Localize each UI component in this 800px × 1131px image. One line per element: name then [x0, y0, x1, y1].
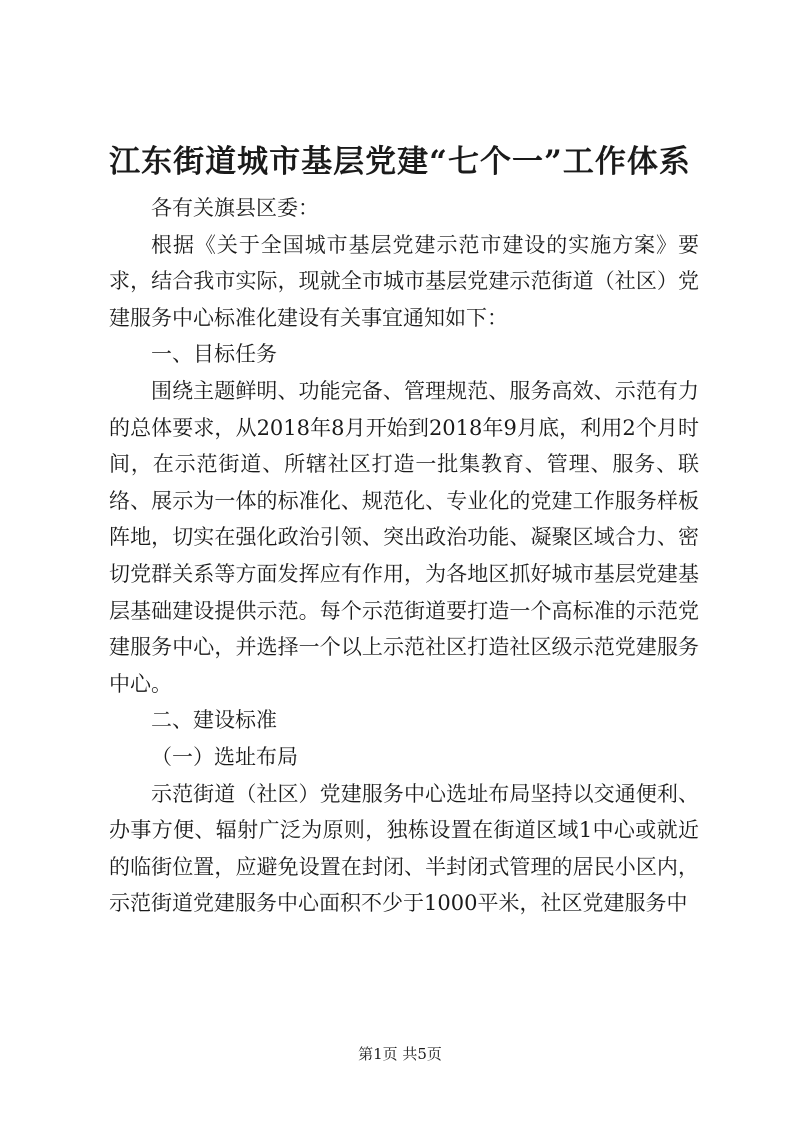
intro-paragraph: 根据《关于全国城市基层党建示范市建设的实施方案》要求，结合我市实际，现就全市城市基层党建示范街道（社区）党建服务中心标准化建设有关事宜通知如下： — [109, 232, 699, 330]
document-title: 江东街道城市基层党建“七个一”工作体系 — [109, 144, 691, 180]
subsection-heading-location: （一）选址布局 — [151, 744, 298, 769]
page-number-footer: 第1页 共5页 — [358, 1045, 442, 1063]
section-heading-goals: 一、目标任务 — [151, 342, 277, 367]
salutation-paragraph: 各有关旗县区委： — [151, 196, 319, 220]
document-body — [109, 190, 699, 922]
location-paragraph: 示范街道（社区）党建服务中心选址布局坚持以交通便利、办事方便、辐射广泛为原则，独栋设置在街道区域1中心或就近的临街位置，应避免设置在封闭、半封闭式管理的居民小区内，示范街道党建服务中心面积不少于1000平米，社区党建服务中 — [109, 781, 699, 916]
section-heading-standards: 二、建设标准 — [151, 708, 277, 733]
goals-paragraph: 围绕主题鲜明、功能完备、管理规范、服务高效、示范有力的总体要求，从2018年8月开始到2018年9月底，利用2个月时间，在示范街道、所辖社区打造一批集教育、管理、服务、联络、展示为一体的标准化、规范化、专业化的党建工作服务样板阵地，切实在强化政治引领、突出政治功能、凝聚区域合力、密切党群关系等方面发挥应有作用，为各地区抓好城市基层党建基层基础建设提供示范。每个示范街道要打造一个高标准的示范党建服务中心，并选择一个以上示范社区打造社区级示范党建服务中心。 — [109, 378, 699, 696]
